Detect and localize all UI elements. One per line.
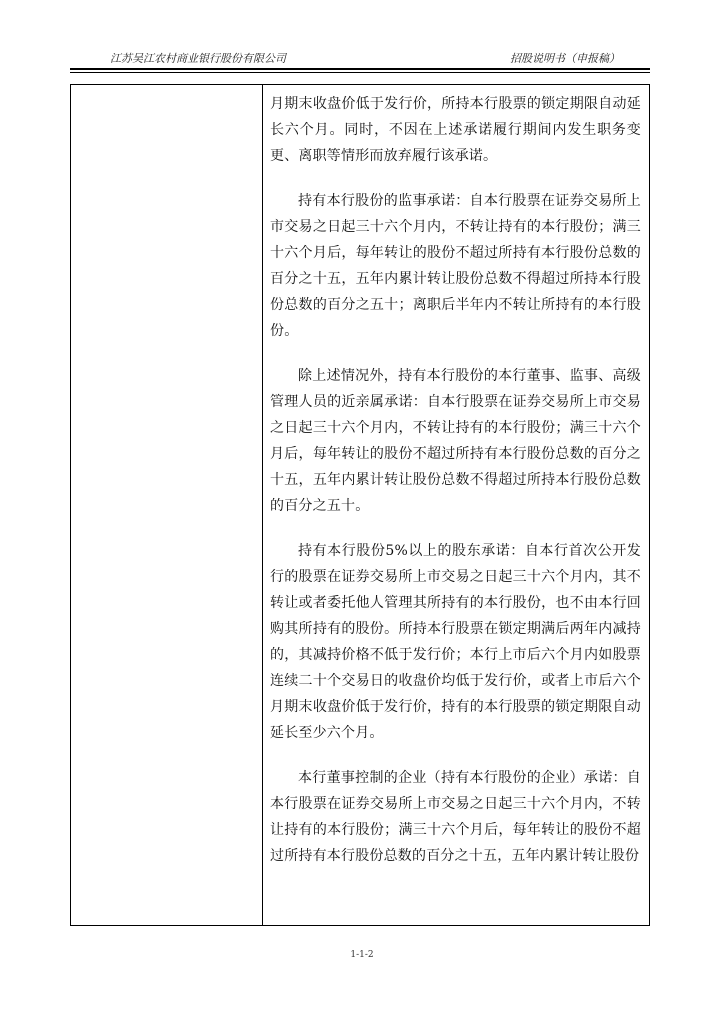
header-document-title: 招股说明书（申报稿） xyxy=(510,52,620,65)
header-company-name: 江苏吴江农村商业银行股份有限公司 xyxy=(110,52,286,65)
paragraph-supervisor-commitment: 持有本行股份的监事承诺：自本行股票在证券交易所上市交易之日起三十六个月内，不转让持有的本行股份；满三十六个月后，每年转让的股份不超过所持有本行股份总数的百分之十五，五年内累计转让股份总数不得超过所持本行股份总数的百分之五十；离职后半年内不转让所持有的本行股份。 xyxy=(270,193,641,339)
paragraph-continuation: 月期末收盘价低于发行价，所持本行股票的锁定期限自动延长六个月。同时，不因在上述承诺履行期间内发生职务变更、离职等情形而放弃履行该承诺。 xyxy=(270,96,641,164)
paragraph-relatives-commitment: 除上述情况外，持有本行股份的本行董事、监事、高级管理人员的近亲属承诺：自本行股票在证券交易所上市交易之日起三十六个月内，不转让持有的本行股份；满三十六个月后，每年转让的股份不超过所持有本行股份总数的百分之十五，五年内累计转让股份总数不得超过所持本行股份总数的百分之五十。 xyxy=(270,368,641,514)
paragraph-major-shareholder-commitment: 持有本行股份5%以上的股东承诺：自本行首次公开发行的股票在证券交易所上市交易之日起三十六个月内，其不转让或者委托他人管理其所持有的本行股份，也不由本行回购其所持有的股份。所持本行股票在锁定期满后两年内减持的，其减持价格不低于发行价；本行上市后六个月内如股票连续二十个交易日的收盘价均低于发行价，或者上市后六个月期末收盘价低于发行价，持有的本行股票的锁定期限自动延长至少六个月。 xyxy=(270,543,641,741)
paragraph-director-controlled-enterprise-commitment: 本行董事控制的企业（持有本行股份的企业）承诺：自本行股票在证券交易所上市交易之日起三十六个月内，不转让持有的本行股份；满三十六个月后，每年转让的股份不超过所持有本行股份总数的百分之十五，五年内累计转让股份 xyxy=(270,770,641,864)
content-table xyxy=(70,84,650,926)
table-right-column xyxy=(263,85,649,925)
header-rule-thick xyxy=(70,68,650,70)
page-number: 1-1-2 xyxy=(350,950,374,960)
table-left-column xyxy=(71,85,263,925)
header-rule-thin xyxy=(70,72,650,73)
page-header xyxy=(70,46,650,66)
